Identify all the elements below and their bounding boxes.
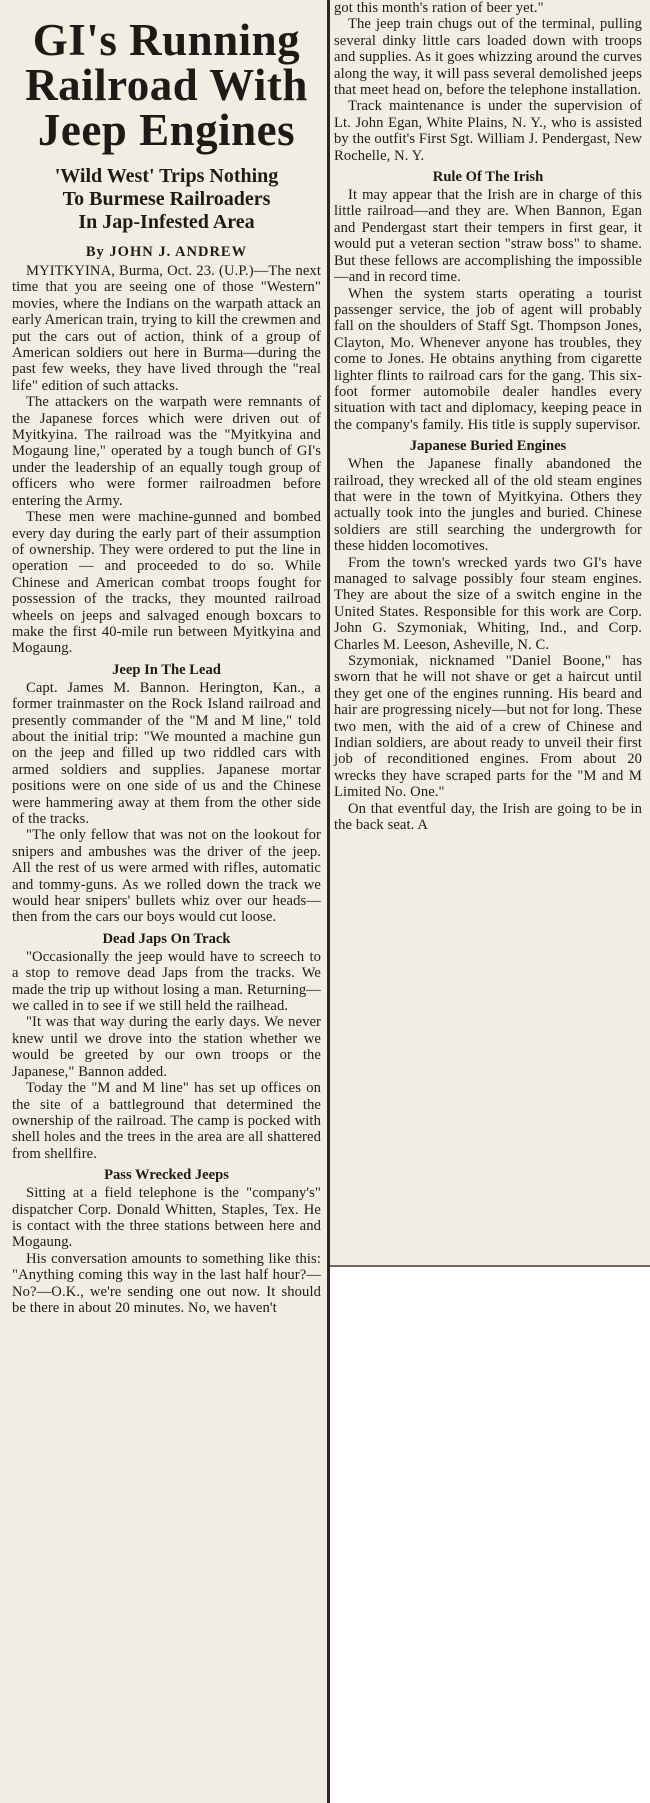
article-paragraph: His conversation amounts to something like this: "Anything coming this way in the last half hour?—No?—O.K., we're sending one out now. It should be there in about 20 minutes. No, we haven't — [12, 1250, 321, 1316]
byline: By JOHN J. ANDREW — [85, 244, 248, 260]
article-paragraph: Capt. James M. Bannon. Herington, Kan., a former trainmaster on the Rock Island railroad and presently commander of the "M and M line," told about the initial trip: "We mounted a machine gun on the jeep and filled up two riddled cars with armed soldiers and supplies. Japanese mortar positions were on one side of us and the Chinese were hammering away at them from the other side of the tracks. — [12, 679, 321, 827]
section-subheading: Rule Of The Irish — [432, 169, 544, 186]
article-paragraph: When the system starts operating a tourist passenger service, the job of agent will probably fall on the shoulders of Staff Sgt. Thompson Jones, Clayton, Mo. Whenever anyone has troubles, they come to Jones. He obtains anything from cigarette lighter flints to railroad cars for the gang. This six-foot former automobile dealer handles every situation with tact and diplomacy, keeping peace in the company's family. His title is supply supervisor. — [334, 285, 642, 433]
article-paragraph: "Occasionally the jeep would have to screech to a stop to remove dead Japs from the tracks. We made the trip up without losing a man. Returning—we called in to see if we still held the railhead. — [12, 948, 321, 1015]
article-paragraph: Today the "M and M line" has set up offices on the site of a battleground that determined the ownership of the railroad. The camp is pocked with shell holes and the trees in the area are all shattered from shellfire. — [12, 1080, 321, 1162]
article-paragraph: These men were machine-gunned and bombed every day during the early part of their assumption of ownership. They were ordered to put the line in operation — and proceeded to do so. While Chinese and American combat troops fought for possession of the tracks, they mounted railroad wheels on jeeps and salvaged enough boxcars to make the first 40-mile run between Myitkyina and Mogaung. — [12, 509, 321, 657]
article-paragraph: Sitting at a field telephone is the "company's" dispatcher Corp. Donald Whitten, Staples, Tex. He is contact with the three stations between here and Mogaung. — [12, 1185, 321, 1251]
deck-line: In Jap-Infested Area — [78, 211, 255, 233]
article-paragraph: On that eventful day, the Irish are going to be in the back seat. A — [334, 800, 642, 834]
right-column — [330, 0, 650, 1265]
article-paragraph: When the Japanese finally abandoned the railroad, they wrecked all of the old steam engines that were in the town of Myitkyina. Others they actually took into the jungles and buried. Chinese soldiers are still searching the undergrowth for these hidden locomotives. — [334, 456, 642, 555]
headline-line: Railroad With — [25, 60, 308, 110]
section-subheading: Pass Wrecked Jeeps — [104, 1167, 229, 1184]
deck-line: To Burmese Railroaders — [62, 188, 271, 210]
article-paragraph: got this month's ration of beer yet." — [334, 0, 544, 16]
subheadline-deck — [12, 165, 321, 234]
article-paragraph: MYITKYINA, Burma, Oct. 23. (U.P.)—The next time that you are seeing one of those "Western" movies, where the Indians on the warpath attack an early American train, trying to kill the crewmen and put the cars out of action, think of a group of American soldiers out here in Burma—during the past few weeks, they have lived through the "real life" edition of such attacks. — [12, 263, 321, 394]
article-paragraph: The attackers on the warpath were remnants of the Japanese forces which were driven out of Myitkyina. The railroad was the "Myitkyina and Mogaung line," operated by a tough bunch of GI's under the leadership of an equally tough group of officers who were former railroadmen before entering the Army. — [12, 394, 321, 509]
article-paragraph: From the town's wrecked yards two GI's have managed to salvage possibly four steam engines. They are about the size of a switch engine in the United States. Responsible for this work are Corp. John G. Szymoniak, Whiting, Ind., and Corp. Charles M. Leeson, Asheville, N. C. — [334, 554, 642, 653]
headline — [12, 15, 321, 155]
section-subheading: Jeep In The Lead — [112, 661, 221, 678]
article-paragraph: "It was that way during the early days. We never knew until we drove into the station whether we would be greeted by our own troops or the Japanese," Bannon added. — [12, 1014, 321, 1080]
article-paragraph: The jeep train chugs out of the terminal, pulling several dinky little cars loaded down with troops and supplies. As it goes whizzing around the curves along the way, it will pass several demolished jeeps that meet head on, before the telephone installation. — [334, 16, 642, 99]
article-paragraph: "The only fellow that was not on the lookout for snipers and ambushes was the driver of the jeep. All the rest of us were armed with rifles, automatic and tommy-guns. As we rolled down the track we would hear snipers' bullets whiz over our heads—then from the cars our boys would cut loose. — [12, 827, 321, 926]
article-paragraph: It may appear that the Irish are in charge of this little railroad—and they are. When Bannon, Egan and Pendergast start their tempers in first gear, it would put a veteran section "straw boss" to shame. But these fellows are accomplishing the impossible—and in record time. — [334, 187, 642, 286]
section-subheading: Japanese Buried Engines — [409, 438, 567, 455]
right-column-body — [334, 0, 642, 834]
deck-line: 'Wild West' Trips Nothing — [54, 165, 279, 187]
column-end-rule — [330, 1265, 650, 1267]
headline-line: Jeep Engines — [37, 105, 296, 155]
headline-line: GI's Running — [32, 15, 301, 65]
left-column-body — [12, 263, 321, 1316]
section-subheading: Dead Japs On Track — [102, 930, 231, 947]
article-paragraph: Szymoniak, nicknamed "Daniel Boone," has sworn that he will not shave or get a haircut until they get one of the engines running. His beard and hair are progressing nicely—but not for long. These two men, with the aid of a crew of Chinese and Indian soldiers, are about ready to unveil their first job of reconditioned engines. From about 20 wrecks they have scraped parts for the "M and M Limited No. One." — [334, 653, 642, 801]
article-paragraph: Track maintenance is under the supervision of Lt. John Egan, White Plains, N. Y., who is assisted by the outfit's First Sgt. William J. Pendergast, New Rochelle, N. Y. — [334, 98, 642, 164]
